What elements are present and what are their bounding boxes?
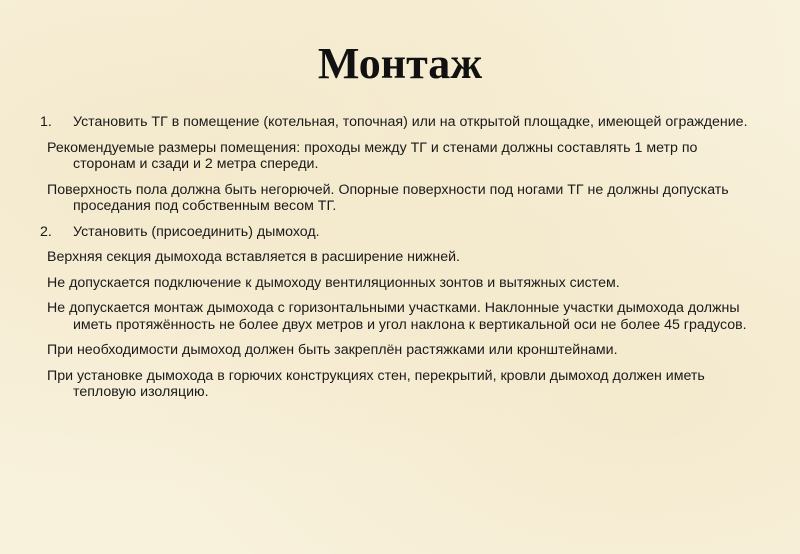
numbered-item-2 [40,224,760,241]
item-number: 2. [40,223,52,240]
item-text: Установить (присоединить) дымоход. [73,223,320,240]
paragraph-fastening: При необходимости дымоход должен быть закреплён растяжками или кронштейнами. [47,342,618,358]
item-text: Установить ТГ в помещение (котельная, топочная) или на открытой площадке, имеющей ограждение. [73,114,748,130]
slide-content [40,114,760,410]
paragraph-insulation: При установке дымохода в горючих конструкциях стен, перекрытий, кровли дымоход должен иметь тепловую изоляцию. [47,367,705,400]
paragraph-floor-surface: Поверхность пола должна быть негорючей. Опорные поверхности под ногами ТГ не должны допускать проседания под собственным весом ТГ. [47,181,729,214]
paragraph-no-horizontal: Не допускается монтаж дымохода с горизонтальными участками. Наклонные участки дымохода должны иметь протяжённость не более двух метров и угол наклона к вертикальной оси не более 45 градусов. [47,300,747,333]
paragraph-no-ventilation: Не допускается подключение к дымоходу вентиляционных зонтов и вытяжных систем. [47,274,620,291]
slide-title: Монтаж [317,39,483,88]
numbered-item-1 [40,114,760,131]
paragraph-room-size: Рекомендуемые размеры помещения: проходы между ТГ и стенами должны составлять 1 метр по сторонам и сзади и 2 метра спереди. [47,139,698,172]
paragraph-upper-section: Верхняя секция дымохода вставляется в расширение нижней. [47,249,460,265]
item-number: 1. [40,114,52,130]
